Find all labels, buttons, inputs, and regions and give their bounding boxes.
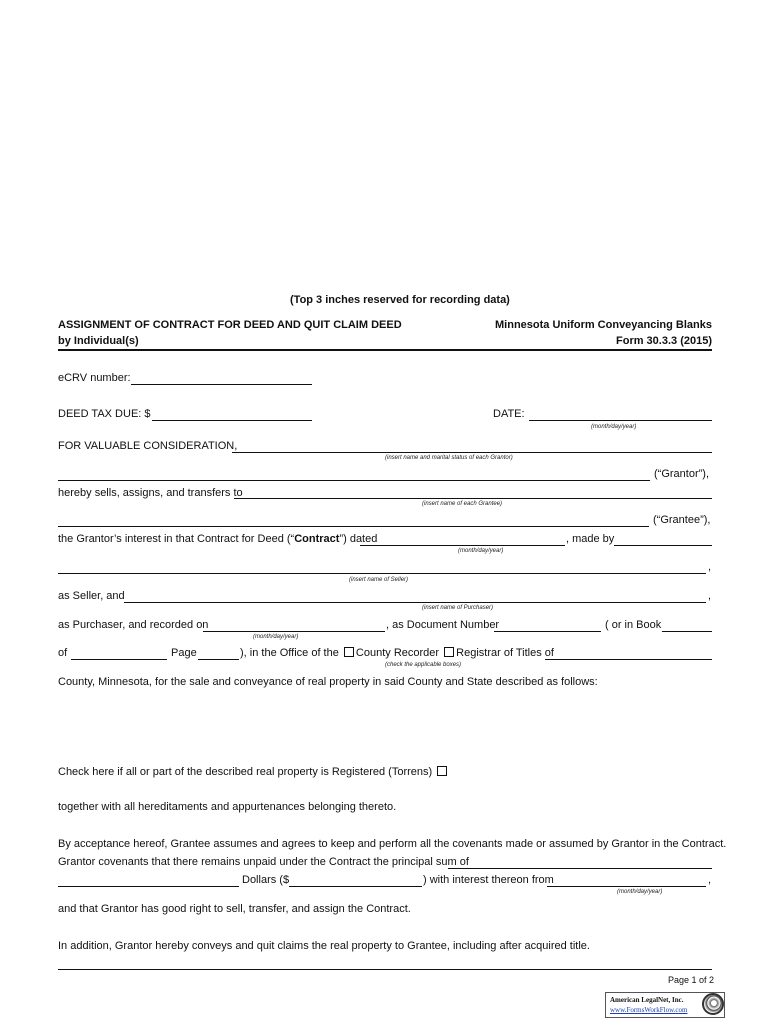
interest-post: ”) dated xyxy=(339,533,378,545)
interest-text xyxy=(58,533,377,545)
form-series: Minnesota Uniform Conveyancing Blanks xyxy=(495,319,712,331)
county-line: County, Minnesota, for the sale and conveyance of real property in said County and State described as follows: xyxy=(58,676,598,688)
interest-pre: the Grantor’s interest in that Contract for Deed (“ xyxy=(58,533,295,545)
as-seller-label: as Seller, and xyxy=(58,590,125,602)
grantor-hint: (insert name and marital status of each Grantor) xyxy=(385,455,513,461)
purchaser-comma: , xyxy=(708,590,712,602)
page-field[interactable] xyxy=(198,659,239,660)
grantor-name-field[interactable] xyxy=(232,452,712,453)
purchaser-name-field[interactable] xyxy=(124,602,706,603)
dollars-amount-field[interactable] xyxy=(289,886,422,887)
page-number: Page 1 of 2 xyxy=(667,975,714,985)
doc-number-field[interactable] xyxy=(494,631,601,632)
county-recorder-checkbox[interactable] xyxy=(344,647,354,657)
purchaser-hint: (insert name of Purchaser) xyxy=(422,605,494,611)
interest-comma: , xyxy=(708,874,712,886)
grantor-label: (“Grantor”), xyxy=(654,468,709,480)
date-field[interactable] xyxy=(529,420,712,421)
torrens-label: Check here if all or part of the described real property is Registered (Torrens) xyxy=(58,766,433,778)
deed-tax-label: DEED TAX DUE: $ xyxy=(58,408,151,420)
seller-name-field[interactable] xyxy=(58,573,706,574)
publisher-url[interactable]: www.FormsWorkFlow.com xyxy=(610,1006,688,1014)
dollars-label: Dollars ($ xyxy=(242,874,290,886)
interest-hint: (month/day/year) xyxy=(617,889,663,895)
ecrv-label: eCRV number: xyxy=(58,372,131,384)
grantee-hint: (insert name of each Grantee) xyxy=(422,501,503,507)
county-recorder-label: County Recorder xyxy=(355,647,440,659)
acceptance-line: By acceptance hereof, Grantee assumes and agrees to keep and perform all the covenants made or assumed by Grantor in the Contract. xyxy=(58,838,727,850)
header-rule xyxy=(58,349,712,351)
dated-hint: (month/day/year) xyxy=(458,548,504,554)
consideration-label: FOR VALUABLE CONSIDERATION, xyxy=(58,440,238,452)
page-label: Page xyxy=(171,647,197,659)
sells-label: hereby sells, assigns, and transfers to xyxy=(58,487,243,499)
recorded-date-field[interactable] xyxy=(203,631,385,632)
date-label: DATE: xyxy=(493,408,525,420)
doc-number-label: , as Document Number xyxy=(386,619,500,631)
made-by-field[interactable] xyxy=(614,545,712,546)
form-subtitle: by Individual(s) xyxy=(58,335,139,347)
good-right-line: and that Grantor has good right to sell, transfer, and assign the Contract. xyxy=(58,903,411,915)
made-by-label: , made by xyxy=(566,533,615,545)
grantor-name-field-2[interactable] xyxy=(58,480,650,481)
form-title: ASSIGNMENT OF CONTRACT FOR DEED AND QUIT CLAIM DEED xyxy=(58,319,402,331)
registrar-checkbox[interactable] xyxy=(444,647,454,657)
principal-sum-field[interactable] xyxy=(448,868,712,869)
office-text xyxy=(240,647,554,659)
date-hint: (month/day/year) xyxy=(591,424,637,430)
footer-rule xyxy=(58,969,712,970)
grantee-name-field[interactable] xyxy=(234,498,712,499)
addition-line: In addition, Grantor hereby conveys and quit claims the real property to Grantee, including after acquired title. xyxy=(58,940,590,952)
grantee-label: (“Grantee”), xyxy=(653,514,711,526)
check-hint: (check the applicable boxes) xyxy=(385,662,462,668)
interest-contract: Contract xyxy=(294,533,340,545)
grantee-name-field-2[interactable] xyxy=(58,526,649,527)
interest-from-label: ) with interest thereon from xyxy=(423,874,554,886)
of-label: of xyxy=(58,647,68,659)
torrens-line xyxy=(58,766,449,778)
interest-date-field[interactable] xyxy=(547,886,706,887)
deed-tax-field[interactable] xyxy=(152,420,312,421)
reserved-note: (Top 3 inches reserved for recording data) xyxy=(290,294,510,306)
or-in-book-label: ( or in Book xyxy=(605,619,662,631)
publisher-name: American LegalNet, Inc. xyxy=(610,996,684,1004)
book-field[interactable] xyxy=(662,631,712,632)
torrens-checkbox[interactable] xyxy=(437,766,447,776)
publisher-emblem-icon xyxy=(702,993,724,1015)
dollars-words-field[interactable] xyxy=(58,886,239,887)
seller-comma: , xyxy=(708,561,712,573)
together-line: together with all hereditaments and appurtenances belonging thereto. xyxy=(58,801,397,813)
recorded-hint: (month/day/year) xyxy=(253,634,299,640)
contract-date-field[interactable] xyxy=(360,545,565,546)
office-label: ), in the Office of the xyxy=(240,647,339,659)
seller-hint: (insert name of Seller) xyxy=(349,577,409,583)
registrar-county-field[interactable] xyxy=(545,659,712,660)
form-number: Form 30.3.3 (2015) xyxy=(616,335,712,347)
ecrv-field[interactable] xyxy=(131,384,312,385)
registrar-label: Registrar of Titles of xyxy=(456,647,554,659)
as-purchaser-label: as Purchaser, and recorded on xyxy=(58,619,209,631)
covenants-label: Grantor covenants that there remains unpaid under the Contract the principal sum of xyxy=(58,856,469,868)
of-field[interactable] xyxy=(71,659,167,660)
